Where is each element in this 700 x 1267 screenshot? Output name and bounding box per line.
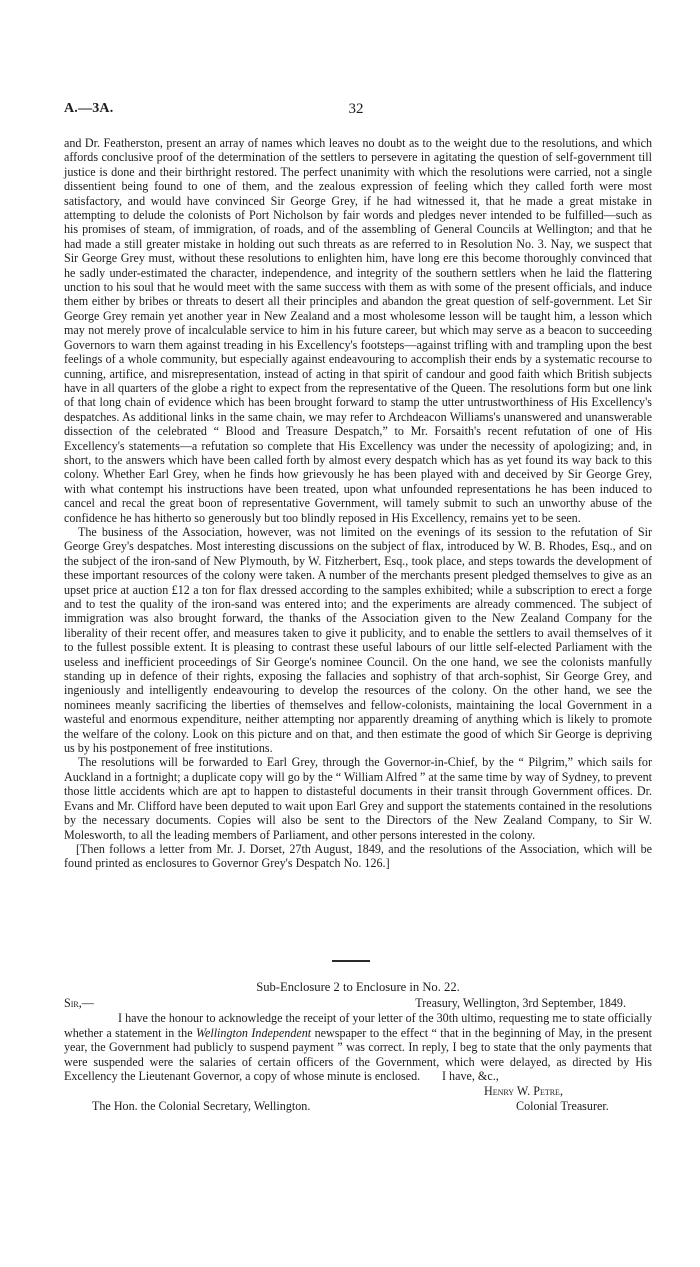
page-number: 32 [348,101,364,117]
dateline: Treasury, Wellington, 3rd September, 1849. [415,996,626,1010]
paragraph-1: and Dr. Featherston, present an array of names which leaves no doubt as to the weight due to the resolutions, and which affords conclusive proof of the determination of the settlers to persevere in agitating the question of self-government till justice is done and their birthright restored. The perfect unanimity with which the resolutions were carried, not a single dissentient being found to one of them, and the zealous expression of feeling which they called forth were most satisfactory, and would have convinced Sir George Grey, if he had witnessed it, that he made a great mistake in attempting to delude the colonists of Port Nicholson by fair words and pledges never intended to be fulfilled—such as his promises of steam, of immigration, of roads, and of the assembling of General Councils at Wellington; and that he had made a still greater mistake in holding out such threats as are referred to in Resolution No. 3. Nay, we suspect that Sir George Grey must, without these resolutions to enlighten him, have long ere this become thoroughly convinced that he sadly under-estimated the character, independence, and integrity of the southern settlers when he laid the flattering unction to his soul that he would meet with the same success with them as with some of the present officials, and induce them either by bribes or threats to desert all their principles and abandon the great question of self-government. Let Sir George Grey remain yet another year in New Zealand and a most wholesome lesson will be taught him, a lesson which may not merely prove of incalculable service to him in his future career, but which may serve as a beacon to succeeding Governors to warn them against treading in his Excellency's footsteps—against trifling with and trampling upon the best feelings of a whole community, but especially against endeavouring to accomplish their ends by a systematic recourse to cunning, artifice, and misrepresentation, instead of acting in that spirit of candour and good faith which British subjects have in all quarters of the globe a right to expect from the representative of the Queen. The resolutions form but one link of that long chain of evidence which has been brought forward to stamp the utter untrustworthiness of His Excellency's despatches. As additional links in the same chain, we may refer to Archdeacon Williams's unanswered and unanswerable dissection of the celebrated “ Blood and Treasure Despatch,” to Mr. Forsaith's recent refutation of one of His Excellency's statements—a refutation so complete that His Excellency was under the necessity of apologizing; and, in short, to the answers which have been called forth by almost every despatch which has as yet found its way back to this colony. Whether Earl Grey, when he finds how grievously he has been played with and deceived by Sir George Grey, with what contempt his instructions have been treated, upon what unfounded representations he has been induced to cancel and recal the great boon of representative Government, will tamely submit to such an unworthy abuse of the confidence he has hitherto so generously but too blindly reposed in His Excellency, remains yet to be seen. [64,136,652,525]
sub-enclosure-heading: Sub-Enclosure 2 to Enclosure in No. 22. [256,980,460,994]
letter-header-row [64,996,652,1011]
paragraph-3: The resolutions will be forwarded to Earl Grey, through the Governor-in-Chief, by the “ Pilgrim,” which sails for Auckland in a fortnight; a duplicate copy will go by the “ William Alfred ” at the same time by way of Sydney, to prevent those little accidents which are apt to happen to distasteful documents in their transit through Government offices. Dr. Evans and Mr. Clifford have been deputed to wait upon Earl Grey and support the statements contained in the resolutions by the necessary documents. Copies will also be sent to the Directors of the New Zealand Company, to Sir W. Molesworth, to all the leading members of Parliament, and other persons interested in the colony. [64,755,652,842]
signatory-title: Colonial Treasurer. [516,1098,609,1113]
section-divider [332,960,370,962]
addressee: The Hon. the Colonial Secretary, Wellington. [92,1098,311,1113]
letter-body-end: newspaper to the effect “ that in the beginning of May, in the present year, the Government had publicly to suspend payment ” was correct. In reply, I beg to state that the only payments that were suspended were the salaries of certain officers of the Government, which were delayed, as directed by His Excellency the Lieutenant Governor, a copy of whose minute is enclosed. [64,1025,653,1084]
editorial-note: [Then follows a letter from Mr. J. Dorset, 27th August, 1849, and the resolutions of the Association, which will be found printed as enclosures to Governor Grey's Despatch No. 126.] [64,841,652,871]
page-header [64,101,648,121]
letter-body-start: I have the honour to acknowledge the receipt of your letter of the 30th ultimo, requesting me to state officially whether a statement in the [64,1011,652,1040]
newspaper-title: Wellington Independent [196,1025,312,1040]
closing: I have, &c., [442,1069,499,1084]
letter-body [64,1011,652,1084]
salutation: Sir,— [64,996,94,1010]
signature-block [64,1069,652,1099]
paragraph-2: The business of the Association, however, was not limited on the evenings of its session to the refutation of Sir George Grey's despatches. Most interesting discussions on the subject of flax, introduced by W. B. Rhodes, Esq., and on the subject of the iron-sand of New Plymouth, by W. Fitzherbert, Esq., took place, and steps towards the development of these important resources of the colony were taken. A number of the merchants present pledged themselves to give as an upset price at auction £12 a ton for flax dressed according to the samples exhibited; while a subscription to erect a forge and to test the quality of the iron-sand was entered into; and the experiments are already commenced. The subject of immigration was also brought forward, the thanks of the Association given to the New Zealand Company for the liberality of their recent offer, and measures taken to give it publicity, and to enable the settlers to avail themselves of it to the fullest possible extent. It is pleasing to contrast these useful labours of our little self-elected Parliament with the useless and inefficient proceedings of Sir George's nominee Council. On the one hand, we see the colonists manfully standing up in defence of their rights, exposing the fallacies and sophistry of that arch-sophist, Sir George Grey, and ingeniously and intelligently endeavouring to develop the resources of the colony. On the other hand, we see the nominees meanly sacrificing the liberties of themselves and fellow-colonists, maintaining the local Government in a wasteful and enormous expenditure, neither attempting nor apparently dreaming of anything which is likely to promote the welfare of the colony. Look on this picture and on that, and then estimate the good of which Sir George is depriving us by his postponement of free institutions. [64,524,652,756]
footer-row [64,1099,652,1114]
signatory: Henry W. Petre, [484,1083,563,1098]
article-body [64,136,652,871]
document-reference: A.—3A. [64,101,114,116]
letter [64,996,652,1114]
